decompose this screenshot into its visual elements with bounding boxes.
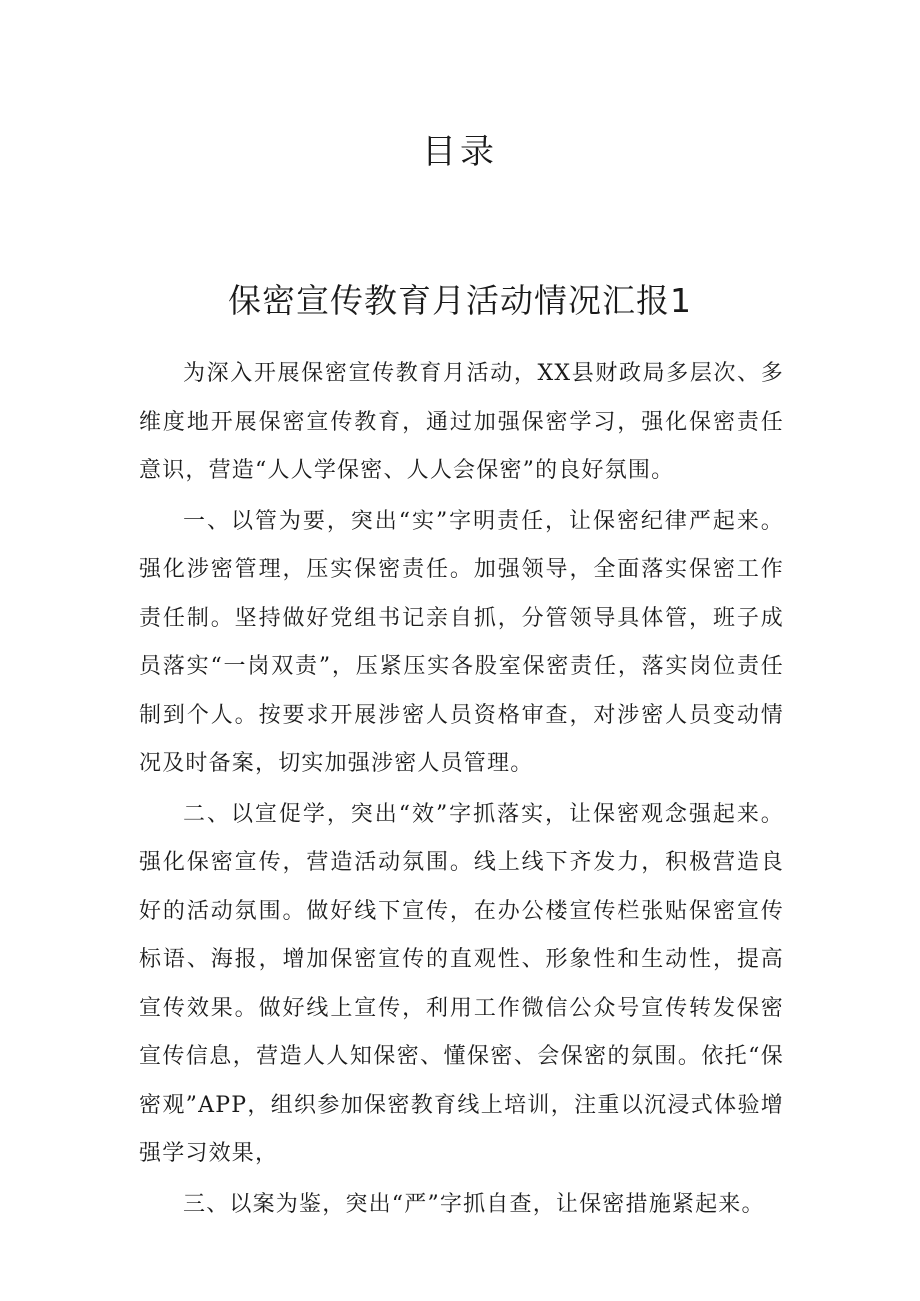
paragraph-intro: 为深入开展保密宣传教育月活动，XX县财政局多层次、多维度地开展保密宣传教育，通过加强保密学习，强化保密责任意识，营造“人人学保密、人人会保密”的良好氛围。 <box>139 361 784 483</box>
paragraph-section-1: 一、以管为要，突出“实”字明责任，让保密纪律严起来。强化涉密管理，压实保密责任。加强领导，全面落实保密工作责任制。坚持做好党组书记亲自抓，分管领导具体管，班子成员落实“一岗双责”，压紧压实各股室保密责任，落实岗位责任制到个人。按要求开展涉密人员资格审查，对涉密人员变动情况及时备案，切实加强涉密人员管理。 <box>139 508 784 776</box>
paragraph-section-2: 二、以宣促学，突出“效”字抓落实，让保密观念强起来。强化保密宣传，营造活动氛围。线上线下齐发力，积极营造良好的活动氛围。做好线下宣传，在办公楼宣传栏张贴保密宣传标语、海报，增加保密宣传的直观性、形象性和生动性，提高宣传效果。做好线上宣传，利用工作微信公众号宣传转发保密宣传信息，营造人人知保密、懂保密、会保密的氛围。依托“保密观”APP，组织参加保密教育线上培训，注重以沉浸式体验增强学习效果， <box>139 801 784 1166</box>
toc-title: 目录 <box>422 132 498 172</box>
paragraph-section-3: 三、以案为鉴，突出“严”字抓自查，让保密措施紧起来。 <box>183 1191 765 1217</box>
report-title: 保密宣传教育月活动情况汇报1 <box>228 281 692 320</box>
report-body <box>139 350 784 1231</box>
